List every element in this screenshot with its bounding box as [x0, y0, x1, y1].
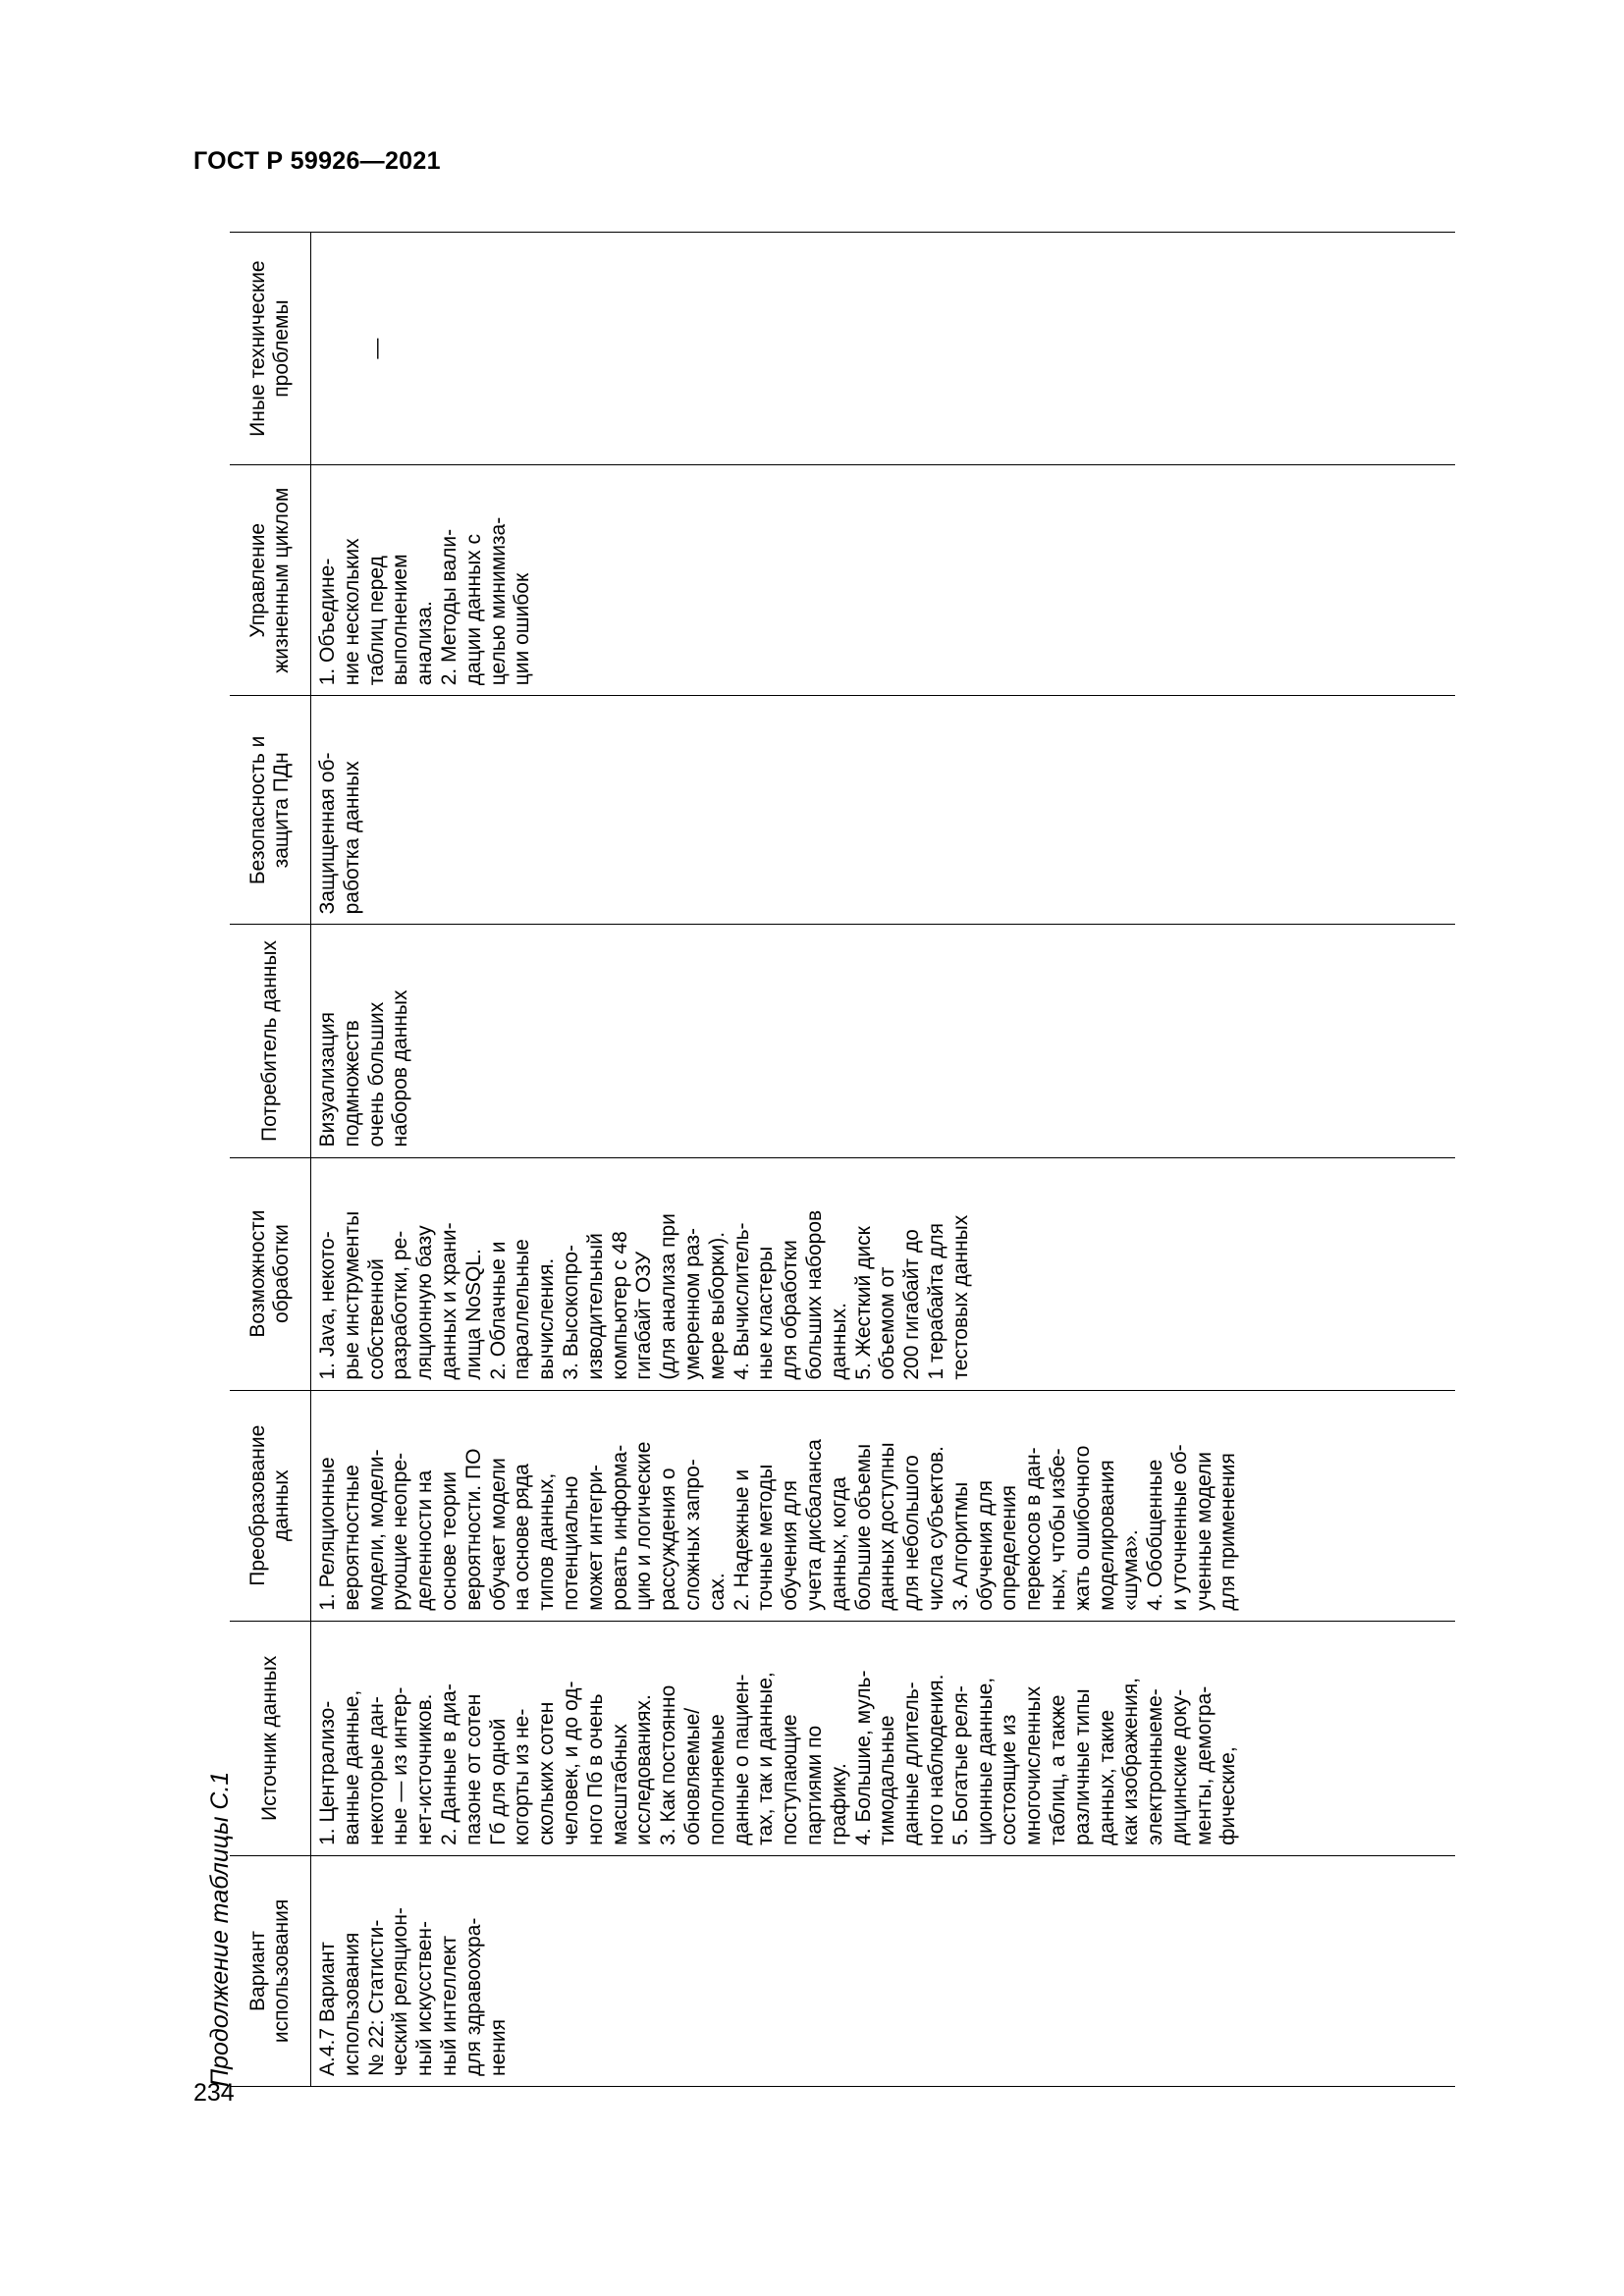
cell-line: ный искусствен-: [413, 1921, 437, 2076]
cell-line: ционные данные,: [973, 1677, 997, 1845]
cell-line: данных, такие: [1095, 1709, 1118, 1845]
cell-line: 5. Богатые реля-: [948, 1685, 972, 1845]
document-code: ГОСТ Р 59926—2021: [193, 147, 441, 175]
cell-line: данных и храни-: [437, 1222, 460, 1380]
cell-line: ческий реляцион-: [389, 1907, 412, 2076]
cell-line: компьютер с 48: [608, 1231, 631, 1380]
cell-line: данных доступны: [876, 1442, 899, 1611]
cell-line: «шума».: [1119, 1529, 1143, 1611]
col-header-data-source: Источник данных: [230, 1621, 311, 1855]
col-header-security: Безопасность и защита ПДн: [230, 696, 311, 925]
cell-line: 3. Алгоритмы: [948, 1481, 972, 1611]
cell-line: А.4.7 Вариант: [316, 1942, 339, 2076]
cell-line: ученные модели: [1192, 1451, 1216, 1611]
cell-line: на основе ряда: [511, 1464, 534, 1611]
cell-line: № 22: Статисти-: [364, 1919, 388, 2076]
cell-line: тестовых данных: [948, 1214, 972, 1380]
cell-line: параллельные: [511, 1239, 534, 1380]
cell-line: очень больших: [364, 1001, 388, 1148]
cell-consumer: [311, 925, 1456, 1157]
cell-data-source: [311, 1621, 1456, 1855]
cell-line: ние нескольких: [340, 538, 363, 686]
cell-line: дации данных с: [461, 533, 485, 686]
cell-use-case: [311, 1855, 1456, 2086]
cell-security: [311, 696, 1456, 925]
cell-line: 5. Жесткий диск: [851, 1226, 875, 1380]
cell-line: фические,: [1217, 1746, 1240, 1845]
cell-data-transformation: [311, 1390, 1456, 1621]
cell-line: 3. Как постоянно: [657, 1684, 680, 1845]
cell-line: некоторые дан-: [364, 1696, 388, 1845]
cell-line: потенциально: [559, 1475, 582, 1611]
cell-line: разработки, ре-: [389, 1230, 412, 1380]
cell-line: мере выборки).: [705, 1231, 729, 1380]
cell-line: как изображения,: [1119, 1678, 1143, 1845]
cell-line: графику.: [827, 1763, 850, 1845]
col-header-processing: Возможности обработки: [230, 1157, 311, 1390]
cell-line: для обработки: [779, 1240, 802, 1380]
cell-line: 1. Объедине-: [316, 558, 339, 686]
cell-line: для небольшого: [900, 1455, 924, 1611]
cell-line: нет-источников.: [413, 1693, 437, 1845]
cell-line: сложных запро-: [680, 1459, 704, 1611]
cell-line: жать ошибочного: [1070, 1445, 1094, 1611]
cell-line: большие объемы: [851, 1443, 875, 1611]
cell-line: наборов данных: [389, 989, 412, 1148]
cell-line: цию и логические: [632, 1441, 656, 1611]
cell-line: Визуализация: [316, 1012, 339, 1148]
cell-line: дицинские доку-: [1167, 1688, 1191, 1845]
col-header-data-transformation: Преобразование данных: [230, 1390, 311, 1621]
cell-line: 4. Вычислитель-: [730, 1222, 753, 1380]
cell-line: для здравоохра-: [461, 1917, 485, 2076]
cell-line: ные — из интер-: [389, 1686, 412, 1845]
cell-line: масштабных: [608, 1724, 631, 1845]
cell-line: работка данных: [340, 761, 363, 915]
cell-line: умеренном раз-: [680, 1228, 704, 1380]
cell-line: таблиц, а также: [1046, 1694, 1069, 1845]
cell-line: ного наблюдения.: [924, 1674, 947, 1845]
cell-line: вероятности. ПО: [461, 1448, 485, 1611]
cell-line: лища NoSQL.: [461, 1249, 485, 1380]
cell-line: ции ошибок: [511, 572, 534, 686]
cell-line: вычисления.: [535, 1257, 559, 1380]
data-table: [230, 232, 1455, 2087]
cell-line: гигабайт ОЗУ: [632, 1251, 656, 1380]
table-caption: Продолжение таблицы С.1: [206, 1771, 234, 2087]
col-header-consumer: Потребитель данных: [230, 925, 311, 1157]
cell-line: 2. Данные в диа-: [437, 1683, 460, 1845]
rotated-table-block: [189, 232, 1455, 2087]
cell-line: обучения для: [779, 1479, 802, 1611]
cell-line: скольких сотен: [535, 1701, 559, 1845]
cell-line: ного Пб в очень: [583, 1693, 607, 1845]
cell-line: обновляемые/: [680, 1707, 704, 1845]
cell-line: данных.: [827, 1303, 850, 1380]
cell-line: ные кластеры: [754, 1246, 778, 1380]
cell-processing: [311, 1157, 1456, 1390]
cell-line: деленности на: [413, 1469, 437, 1611]
cell-line: рые инструменты: [340, 1210, 363, 1380]
cell-line: электронныеме-: [1144, 1688, 1167, 1845]
cell-line: рующие неопре-: [389, 1452, 412, 1611]
cell-line: ный интеллект: [437, 1935, 460, 2076]
cell-line: 2. Надежные и: [730, 1468, 753, 1611]
cell-line: подмножеств: [340, 1020, 363, 1148]
cell-line: перекосов в дан-: [1022, 1447, 1046, 1611]
cell-other-issues: [311, 233, 1456, 465]
cell-line: 1. Централизо-: [316, 1700, 339, 1845]
cell-line: состоящие из: [998, 1714, 1021, 1845]
cell-line: 1 терабайта для: [924, 1222, 947, 1380]
cell-line: многочисленных: [1022, 1685, 1046, 1845]
cell-line: 200 гигабайт до: [900, 1229, 924, 1380]
cell-line: 1. Реляционные: [316, 1457, 339, 1611]
cell-line: пазоне от сотен: [461, 1693, 485, 1845]
cell-line: 1. Java, некото-: [316, 1231, 339, 1380]
cell-line: человек, и до од-: [559, 1681, 582, 1845]
cell-line: выполнением: [389, 554, 412, 686]
cell-line: изводительный: [583, 1233, 607, 1380]
cell-line: исследованиях.: [632, 1694, 656, 1845]
cell-line: партиями по: [802, 1725, 826, 1845]
cell-line: данных, когда: [827, 1476, 850, 1611]
col-header-use-case: Вариант использования: [230, 1855, 311, 2086]
cell-line: больших наборов: [802, 1209, 826, 1380]
cell-line: 3. Высокопро-: [559, 1244, 582, 1380]
page-number: 234: [193, 2079, 235, 2107]
cell-line: учета дисбаланса: [802, 1439, 826, 1611]
cell-line: (для анализа при: [657, 1213, 680, 1380]
cell-line: различные типы: [1070, 1688, 1094, 1845]
cell-line: может интегри-: [583, 1464, 607, 1611]
cell-line: менты, демогра-: [1192, 1685, 1216, 1845]
cell-line: обучения для: [973, 1479, 997, 1611]
cell-line: таблиц перед: [364, 556, 388, 686]
cell-line: Защищенная об-: [316, 752, 339, 915]
cell-line: тах, так и данные,: [754, 1672, 778, 1845]
cell-line: вероятностные: [340, 1465, 363, 1611]
cell-line: данные длитель-: [900, 1682, 924, 1845]
cell-line: числа субъектов.: [924, 1445, 947, 1611]
cell-line: основе теории: [437, 1470, 460, 1611]
cell-line: определения: [998, 1484, 1021, 1611]
cell-line: анализа.: [413, 601, 437, 686]
cell-line: использования: [340, 1932, 363, 2076]
cell-line: точные методы: [754, 1464, 778, 1611]
table-header-row: [230, 233, 311, 2087]
cell-line: и уточненные об-: [1167, 1444, 1191, 1611]
cell-line: для применения: [1217, 1453, 1240, 1611]
cell-line: целью минимиза-: [486, 516, 510, 686]
cell-line: объемом от: [876, 1266, 899, 1380]
cell-line: моделирования: [1095, 1460, 1118, 1611]
cell-line: тимодальные: [876, 1715, 899, 1845]
cell-line: данные о пациен-: [730, 1674, 753, 1845]
cell-line: Гб для одной: [486, 1718, 510, 1845]
cell-line: пополняемые: [705, 1714, 729, 1845]
cell-line: поступающие: [779, 1714, 802, 1845]
cell-line: ванные данные,: [340, 1689, 363, 1845]
cell-line: ных, чтобы избе-: [1046, 1448, 1069, 1611]
cell-line: нения: [486, 2019, 510, 2076]
cell-line: модели, модели-: [364, 1449, 388, 1611]
cell-line: 2. Облачные и: [486, 1241, 510, 1380]
cell-line: обучает модели: [486, 1458, 510, 1611]
cell-line: типов данных,: [535, 1472, 559, 1611]
cell-line: когорты из не-: [511, 1708, 534, 1845]
cell-line: собственной: [364, 1258, 388, 1380]
cell-line: сах.: [705, 1573, 729, 1611]
cell-line: ровать информа-: [608, 1444, 631, 1611]
col-header-lifecycle: Управление жизненным циклом: [230, 465, 311, 696]
cell-line: —: [365, 338, 388, 359]
cell-line: ляционную базу: [413, 1225, 437, 1380]
table-row: [311, 233, 1456, 2087]
cell-line: рассуждения о: [657, 1468, 680, 1611]
cell-lifecycle: [311, 465, 1456, 696]
cell-line: 2. Методы вали-: [437, 528, 460, 686]
cell-line: 4. Обобщенные: [1144, 1459, 1167, 1611]
col-header-other-issues: Иные технические проблемы: [230, 233, 311, 465]
cell-line: 4. Большие, муль-: [851, 1670, 875, 1845]
